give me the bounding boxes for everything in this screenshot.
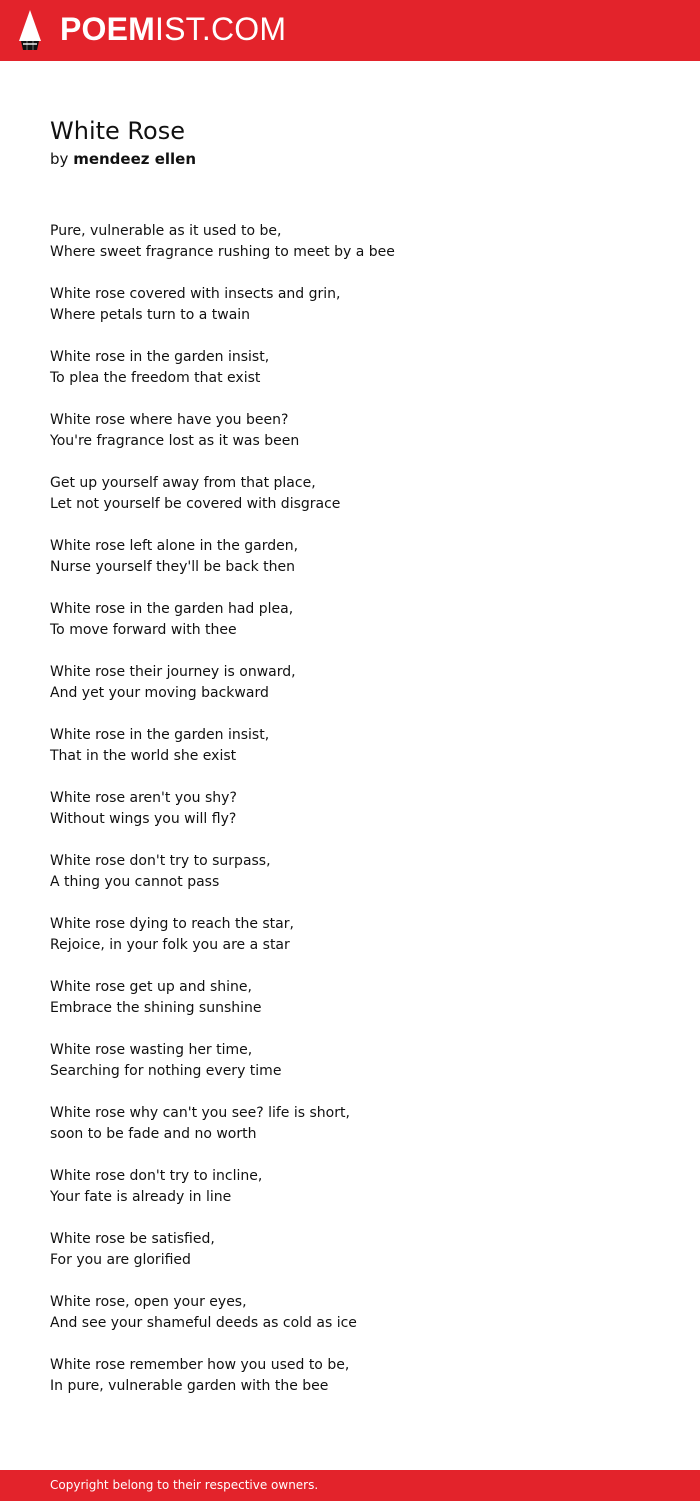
stanza-8 bbox=[50, 662, 650, 704]
poem-line: White rose dying to reach the star, bbox=[50, 916, 294, 932]
poem-line: Rejoice, in your folk you are a star bbox=[50, 937, 290, 953]
pencil-mark-icon bbox=[17, 10, 43, 52]
stanza-13 bbox=[50, 977, 650, 1019]
stanza-2 bbox=[50, 284, 650, 326]
stanza-14 bbox=[50, 1040, 650, 1082]
byline-prefix: by bbox=[50, 150, 69, 168]
poem-line: White rose covered with insects and grin, bbox=[50, 286, 341, 302]
poem-line: White rose remember how you used to be, bbox=[50, 1357, 350, 1373]
poem-line: And yet your moving backward bbox=[50, 685, 269, 701]
poem-line: Embrace the shining sunshine bbox=[50, 1000, 262, 1016]
poem-line: White rose don't try to surpass, bbox=[50, 853, 271, 869]
poem-line: White rose in the garden had plea, bbox=[50, 601, 294, 617]
poem-line: soon to be fade and no worth bbox=[50, 1126, 257, 1142]
stanza-15 bbox=[50, 1103, 650, 1145]
poem-line: Pure, vulnerable as it used to be, bbox=[50, 223, 282, 239]
stanza-17 bbox=[50, 1229, 650, 1271]
poem-line: Get up yourself away from that place, bbox=[50, 475, 316, 491]
stanza-6 bbox=[50, 536, 650, 578]
poem-page-content bbox=[50, 114, 650, 1418]
poem-line: White rose wasting her time, bbox=[50, 1042, 253, 1058]
stanza-10 bbox=[50, 788, 650, 830]
poem-line: White rose be satisfied, bbox=[50, 1231, 215, 1247]
stanza-9 bbox=[50, 725, 650, 767]
poem-line: To move forward with thee bbox=[50, 622, 237, 638]
author-name: mendeez ellen bbox=[73, 150, 197, 168]
site-footer bbox=[0, 1470, 700, 1501]
stanza-16 bbox=[50, 1166, 650, 1208]
site-brand bbox=[60, 13, 286, 45]
poem-body bbox=[50, 221, 650, 1397]
poem-line: White rose left alone in the garden, bbox=[50, 538, 299, 554]
stanza-11 bbox=[50, 851, 650, 893]
poem-line: That in the world she exist bbox=[50, 748, 237, 764]
stanza-7 bbox=[50, 599, 650, 641]
poem-line: In pure, vulnerable garden with the bee bbox=[50, 1378, 329, 1394]
poem-line: White rose, open your eyes, bbox=[50, 1294, 247, 1310]
stanza-12 bbox=[50, 914, 650, 956]
poem-line: White rose why can't you see? life is short, bbox=[50, 1105, 350, 1121]
poem-line: Searching for nothing every time bbox=[50, 1063, 282, 1079]
poem-line: White rose their journey is onward, bbox=[50, 664, 296, 680]
poem-line: A thing you cannot pass bbox=[50, 874, 220, 890]
poem-line: For you are glorified bbox=[50, 1252, 191, 1268]
poem-line: Nurse yourself they'll be back then bbox=[50, 559, 295, 575]
poem-line: White rose in the garden insist, bbox=[50, 727, 270, 743]
poem-line: Where sweet fragrance rushing to meet by a bee bbox=[50, 244, 395, 260]
brand-bold-text: POEM bbox=[60, 11, 156, 47]
poem-line: Where petals turn to a twain bbox=[50, 307, 251, 323]
poem-line: Let not yourself be covered with disgrace bbox=[50, 496, 341, 512]
poem-line: White rose get up and shine, bbox=[50, 979, 252, 995]
poem-line: White rose in the garden insist, bbox=[50, 349, 270, 365]
poem-line: White rose where have you been? bbox=[50, 412, 289, 428]
stanza-18 bbox=[50, 1292, 650, 1334]
poem-line: White rose don't try to incline, bbox=[50, 1168, 263, 1184]
stanza-4 bbox=[50, 410, 650, 452]
poem-line: To plea the freedom that exist bbox=[50, 370, 261, 386]
poem-byline bbox=[50, 148, 650, 170]
site-header bbox=[0, 0, 700, 61]
copyright-text: Copyright belong to their respective owners. bbox=[50, 1478, 319, 1492]
poem-line: White rose aren't you shy? bbox=[50, 790, 237, 806]
poem-line: You're fragrance lost as it was been bbox=[50, 433, 300, 449]
stanza-3 bbox=[50, 347, 650, 389]
poem-line: Your fate is already in line bbox=[50, 1189, 232, 1205]
site-logo[interactable] bbox=[17, 10, 286, 52]
brand-regular-text: IST.COM bbox=[155, 11, 287, 47]
stanza-1 bbox=[50, 221, 650, 263]
poem-line: Without wings you will fly? bbox=[50, 811, 237, 827]
stanza-5 bbox=[50, 473, 650, 515]
poem-line: And see your shameful deeds as cold as ice bbox=[50, 1315, 357, 1331]
poem-title: White Rose bbox=[50, 117, 185, 145]
stanza-19 bbox=[50, 1355, 650, 1397]
